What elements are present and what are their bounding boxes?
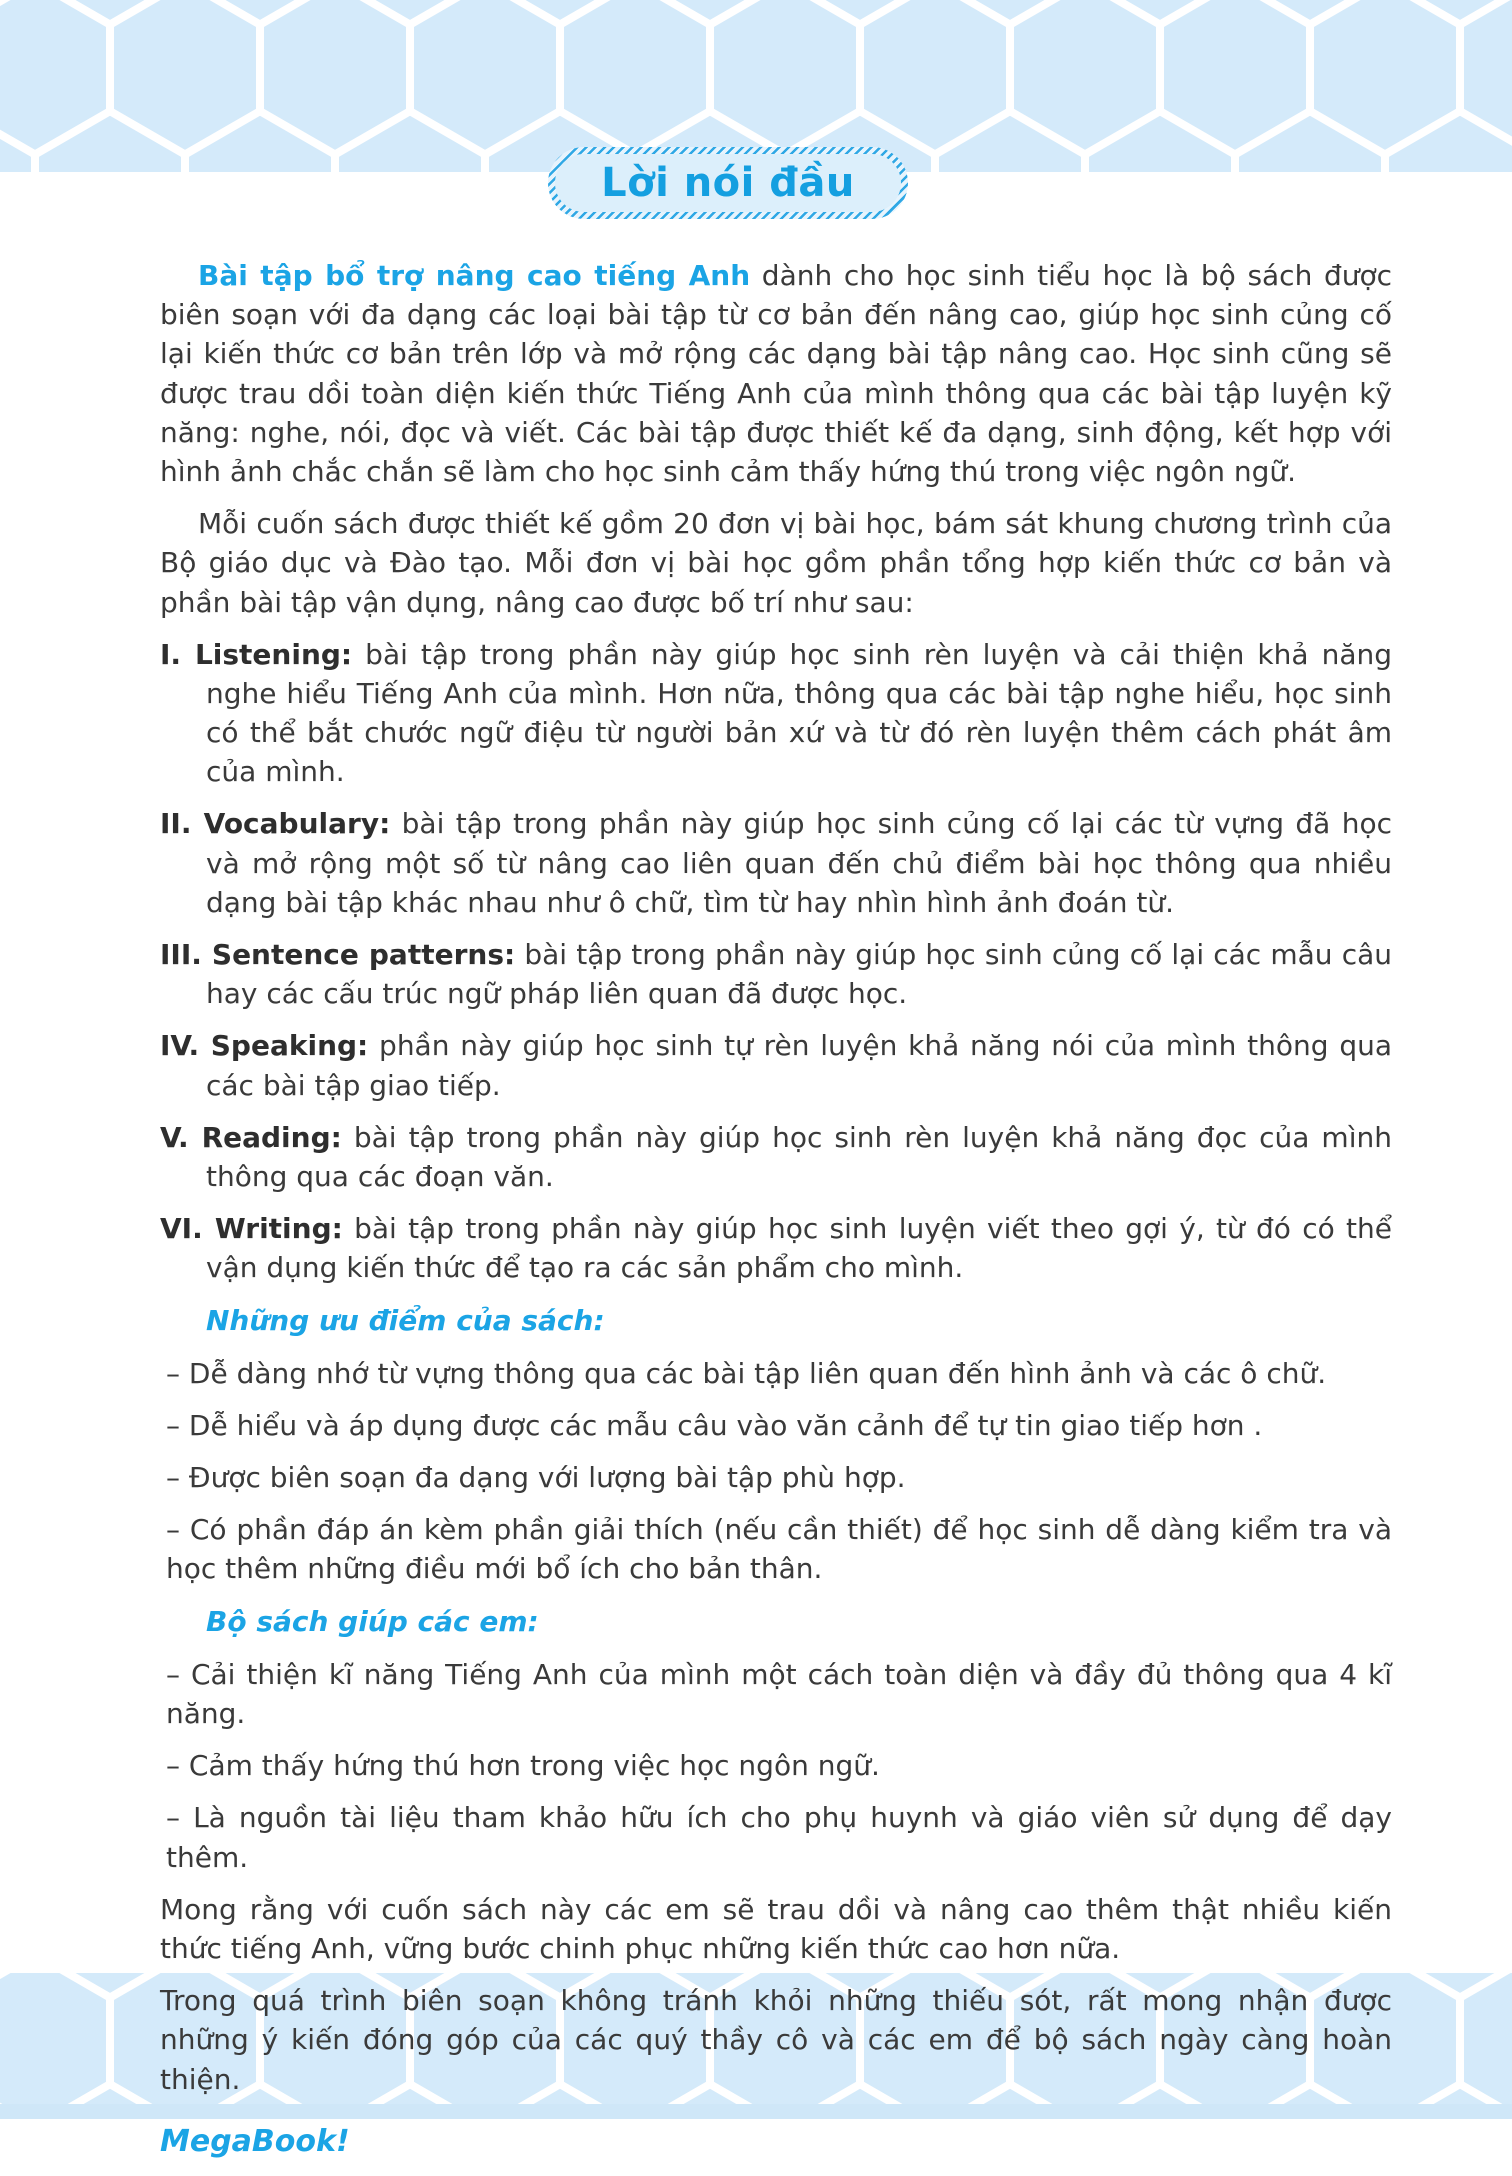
intro-text: dành cho học sinh tiểu học là bộ sách được biên soạn với đa dạng các loại bài tập từ cơ bản đến nâng cao, giúp học sinh củng cố lại kiến thức cơ bản trên lớp và mở rộng các dạng bài tập nâng cao. Học sinh cũng sẽ được trau dồi toàn diện kiến thức Tiếng Anh của mình thông qua các bài tập luyện kỹ năng: nghe, nói, đọc và viết. Các bài tập được thiết kế đa dạng, sinh động, kết hợp với hình ảnh chắc chắn sẽ làm cho học sinh cảm thấy hứng thú trong việc ngôn ngữ. [160, 259, 1392, 488]
section-text: bài tập trong phần này giúp học sinh củng cố lại các từ vựng đã học và mở rộng một số từ nâng cao liên quan đến chủ điểm bài học thông qua nhiều dạng bài tập khác nhau như ô chữ, tìm từ hay nhìn hình ảnh đoán từ. [206, 807, 1392, 919]
section-sentence-patterns [160, 935, 1392, 1013]
structure-paragraph: Mỗi cuốn sách được thiết kế gồm 20 đơn vị bài học, bám sát khung chương trình của Bộ giáo dục và Đào tạo. Mỗi đơn vị bài học gồm phần tổng hợp kiến thức cơ bản và phần bài tập vận dụng, nâng cao được bố trí như sau: [160, 507, 1392, 619]
advantage-item [160, 1354, 1392, 1393]
bullet-text: Dễ dàng nhớ từ vựng thông qua các bài tập liên quan đến hình ảnh và các ô chữ. [188, 1356, 1327, 1390]
section-label: VI. Writing: [160, 1212, 343, 1246]
bullet-text: Cải thiện kĩ năng Tiếng Anh của mình một cách toàn diện và đầy đủ thông qua 4 kĩ năng. [166, 1657, 1393, 1730]
section-text: bài tập trong phần này giúp học sinh rèn luyện và cải thiện khả năng nghe hiểu Tiếng Anh của mình. Hơn nữa, thông qua các bài tập nghe hiểu, học sinh có thể bắt chước ngữ điệu từ người bản xứ và từ đó rèn luyện thêm cách phát âm của mình. [206, 637, 1392, 789]
advantage-item [160, 1406, 1392, 1445]
section-text: bài tập trong phần này giúp học sinh củng cố lại các mẫu câu hay các cấu trúc ngữ pháp liên quan đã được học. [206, 938, 1392, 1011]
bullet-text: Cảm thấy hứng thú hơn trong việc học ngôn ngữ. [188, 1749, 880, 1783]
bullet-dash: – [166, 1356, 180, 1390]
bullet-dash: – [166, 1749, 180, 1783]
title-badge [548, 147, 908, 219]
bullet-text: Là nguồn tài liệu tham khảo hữu ích cho phụ huynh và giáo viên sử dụng để dạy thêm. [166, 1801, 1392, 1874]
bullet-dash: – [166, 1657, 180, 1691]
bullet-text: Có phần đáp án kèm phần giải thích (nếu cần thiết) để học sinh dễ dàng kiểm tra và học thêm những điều mới bổ ích cho bản thân. [166, 1513, 1392, 1586]
publisher-signature: MegaBook! [160, 2123, 350, 2159]
bullet-text: Dễ hiểu và áp dụng được các mẫu câu vào văn cảnh để tự tin giao tiếp hơn . [188, 1408, 1263, 1442]
benefits-heading: Bộ sách giúp các em: [206, 1604, 539, 1638]
closing-paragraph: Trong quá trình biên soạn không tránh khỏi những thiếu sót, rất mong nhận được những ý kiến đóng góp của các quý thầy cô và các em để bộ sách ngày càng hoàn thiện. [160, 1984, 1392, 2096]
section-text: bài tập trong phần này giúp học sinh rèn luyện khả năng đọc của mình thông qua các đoạn văn. [206, 1120, 1392, 1193]
section-label: IV. Speaking: [160, 1029, 369, 1063]
closing-paragraph: Mong rằng với cuốn sách này các em sẽ trau dồi và nâng cao thêm thật nhiều kiến thức tiếng Anh, vững bước chinh phục những kiến thức cao hơn nữa. [160, 1892, 1392, 1965]
bullet-dash: – [166, 1408, 180, 1442]
bullet-text: Được biên soạn đa dạng với lượng bài tập phù hợp. [188, 1461, 906, 1495]
advantage-item [160, 1458, 1392, 1497]
benefit-item [160, 1655, 1392, 1733]
book-series-name: Bài tập bổ trợ nâng cao tiếng Anh [198, 259, 751, 292]
benefit-item [160, 1746, 1392, 1785]
section-label: V. Reading: [160, 1120, 342, 1154]
section-listening [160, 635, 1392, 792]
page-title: Lời nói đầu [601, 160, 855, 206]
benefit-item [160, 1798, 1392, 1876]
section-label: II. Vocabulary: [160, 807, 391, 841]
section-speaking [160, 1026, 1392, 1104]
bullet-dash: – [166, 1513, 180, 1547]
section-label: III. Sentence patterns: [160, 938, 516, 971]
advantage-item [160, 1510, 1392, 1588]
bullet-dash: – [166, 1461, 180, 1495]
section-text: bài tập trong phần này giúp học sinh luyện viết theo gợi ý, từ đó có thể vận dụng kiến thức để tạo ra các sản phẩm cho mình. [206, 1212, 1392, 1285]
section-vocabulary [160, 804, 1392, 922]
section-writing [160, 1209, 1392, 1287]
title-badge-inner [555, 154, 901, 212]
section-label: I. Listening: [160, 637, 353, 671]
intro-paragraph [160, 256, 1392, 491]
section-reading [160, 1118, 1392, 1196]
bullet-dash: – [166, 1801, 180, 1835]
preface-content [160, 256, 1392, 2176]
advantages-heading: Những ưu điểm của sách: [206, 1303, 605, 1337]
section-text: phần này giúp học sinh tự rèn luyện khả năng nói của mình thông qua các bài tập giao tiếp. [206, 1029, 1392, 1102]
